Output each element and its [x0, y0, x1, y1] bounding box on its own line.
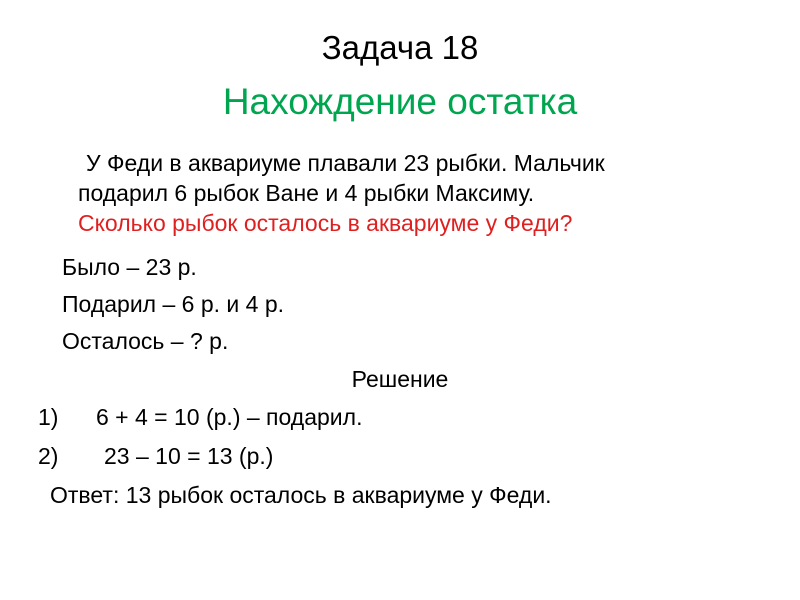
solution-heading: Решение — [351, 366, 449, 392]
step-expression: 6 + 4 = 10 (р.) – подарил. — [96, 404, 363, 430]
solution-step-2 — [38, 441, 273, 471]
problem-line-2: подарил 6 рыбок Ване и 4 рыбки Максиму. — [78, 180, 535, 206]
page-subtitle: Нахождение остатка — [222, 81, 578, 122]
solution-step-1 — [38, 402, 362, 432]
given-left: Осталось – ? р. — [62, 328, 229, 354]
step-expression: 23 – 10 = 13 (р.) — [104, 443, 274, 469]
step-number: 1) — [38, 404, 59, 430]
problem-line-1: У Феди в аквариуме плавали 23 рыбки. Мальчик — [86, 150, 605, 176]
page-title: Задача 18 — [321, 29, 479, 66]
problem-question: Сколько рыбок осталось в аквариуме у Феди? — [78, 210, 573, 236]
problem-statement — [78, 148, 605, 238]
given-gave: Подарил – 6 р. и 4 р. — [62, 291, 285, 317]
step-number: 2) — [38, 443, 59, 469]
given-was: Было – 23 р. — [62, 254, 197, 280]
answer-line: Ответ: 13 рыбок осталось в аквариуме у Феди. — [50, 482, 552, 508]
